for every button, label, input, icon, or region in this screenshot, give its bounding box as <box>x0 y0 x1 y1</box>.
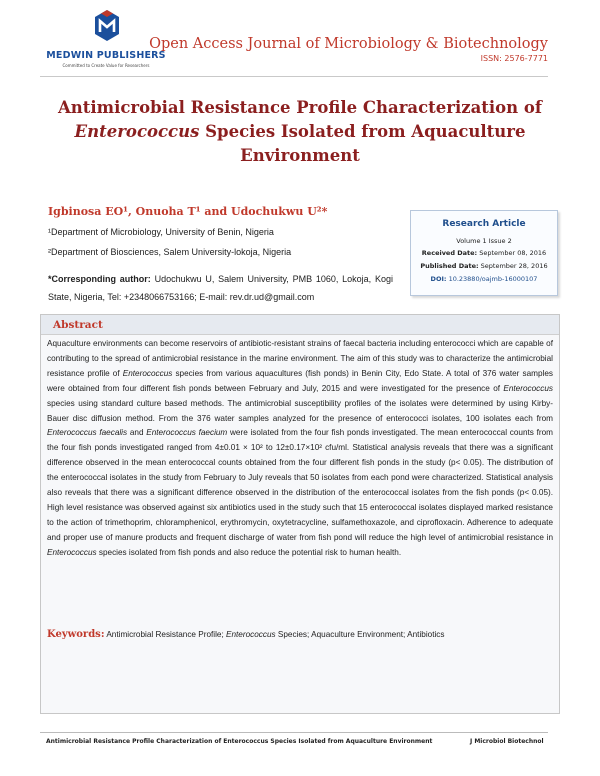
journal-title[interactable]: Open Access Journal of Microbiology & Biotechnology <box>149 36 548 52</box>
title-line-1: Antimicrobial Resistance Profile Characterization of <box>57 98 543 117</box>
article-type: Research Article <box>442 219 526 229</box>
abstract-part: species isolated from fish ponds and also reduce the potential risk to human health. <box>96 547 402 557</box>
abstract-italic: Enterococcus <box>503 383 553 393</box>
keywords-part: Species; Aquaculture Environment; Antibiotics <box>275 630 445 639</box>
abstract-italic: Enterococcus faecalis <box>47 428 128 438</box>
header-divider <box>40 76 548 77</box>
doi-value: 10.23880/oajmb-16000107 <box>446 275 538 283</box>
title-line-2 <box>40 120 560 144</box>
abstract-italic: Enterococcus <box>122 368 173 378</box>
affiliation-1: ¹Department of Microbiology, University of Benin, Nigeria <box>48 227 274 237</box>
abstract-part: were isolated from the four fish ponds investigated. The mean enterococcal counts from the four fish ponds investigated ranged from 4±0.01 × 10² to 12±0.17×10² cfu/ml. Statistical analysis reveals that there was a significant difference observed in the mean enterococcal counts obtained from the four different fish ponds in the study (p< 0.05). The distribution of the enterococcal isolates in the study from February to July reveals that 50 isolates from each pond were characterized. Statistical analysis also reveals that there was a significant difference observed in the distribution of the enterococcal isolates from the fish ponds (p< 0.05). High level resistance was observed against six antibiotics used in the study such that 15 enterococcal isolates displayed marked resistance to the action of trimethoprim, chloramphenicol, erythromycin, oxytetracycline, sulfamethoxazole, and ciprofloxacin. Adherence to adequate and proper use of manure products and frequent discharge of water from fish pond will reduce the high level of antimicrobial resistance in <box>47 428 553 542</box>
abstract-text <box>47 337 553 561</box>
received-date <box>411 249 557 257</box>
abstract-part: Aquaculture environments can become reservoirs of antibiotic-resistant strains of faecal bacteria including enterococci which are capable of contributing to the spread of antimicrobial resistance in the marine environment. The aim of this study was to characterize the antimicrobial resistance profile of <box>47 339 553 378</box>
article-info-box <box>410 210 558 296</box>
affiliation-2: ²Department of Biosciences, Salem University-lokoja, Nigeria <box>48 247 292 257</box>
received-value: September 08, 2016 <box>477 249 547 257</box>
footer-divider <box>40 732 548 733</box>
corresponding-label: *Corresponding author: <box>48 274 151 284</box>
published-date <box>411 262 557 270</box>
doi-label: DOI: <box>430 275 447 283</box>
abstract-heading: Abstract <box>53 319 103 331</box>
abstract-part: species from various aquacultures (fish ponds) in Benin City, Edo State. A total of 376 water samples were obtained from four different fish ponds between February and July, 2015 and were investigated for the presence of <box>47 368 553 393</box>
footer-journal: J Microbiol Biotechnol <box>470 738 544 745</box>
corresponding-author <box>48 270 393 306</box>
publisher-name: MEDWIN PUBLISHERS <box>46 50 166 61</box>
abstract-part: species using standard culture based methods. The antimicrobial susceptibility profiles of the isolates were determined by using Kirby-Bauer disc diffusion method. From the 376 water samples analyzed for the presence of enterococci isolates, 100 isolates each from <box>47 398 553 423</box>
footer-title: Antimicrobial Resistance Profile Characterization of Enterococcus Species Isolated from Aquaculture Environment <box>46 738 433 745</box>
issn: ISSN: 2576-7771 <box>480 54 548 63</box>
title-genus: Enterococcus <box>74 122 200 141</box>
article-title <box>40 96 560 168</box>
corresponding-text: Udochukwu U, Salem University, PMB 1060, Lokoja, Kogi State, Nigeria, Tel: +2348066753166; E-mail: rev.dr.ud@gmail.com <box>48 274 393 302</box>
authors: Igbinosa EO¹, Onuoha T¹ and Udochukwu U²* <box>48 205 328 218</box>
abstract-italic: Enterococcus <box>47 547 97 557</box>
medwin-logo-icon <box>92 8 122 48</box>
published-label: Published Date: <box>420 262 479 270</box>
abstract-header <box>41 315 559 335</box>
received-label: Received Date: <box>421 249 478 257</box>
abstract-italic: Enterococcus faecium <box>146 428 228 438</box>
keywords-part: Antimicrobial Resistance Profile; <box>104 630 227 639</box>
published-value: September 28, 2016 <box>478 262 548 270</box>
abstract-part: and <box>127 428 147 438</box>
title-line-2-rest: Species Isolated from Aquaculture <box>199 122 526 141</box>
abstract-box <box>40 314 560 714</box>
publisher-tagline: Committed to Create Value for Researchers <box>62 63 150 68</box>
keywords-italic: Enterococcus <box>226 630 276 639</box>
volume-issue: Volume 1 Issue 2 <box>456 237 512 245</box>
keywords <box>47 629 553 640</box>
doi-link[interactable] <box>411 275 557 283</box>
title-line-3: Environment <box>240 146 360 165</box>
keywords-label: Keywords: <box>47 629 105 640</box>
